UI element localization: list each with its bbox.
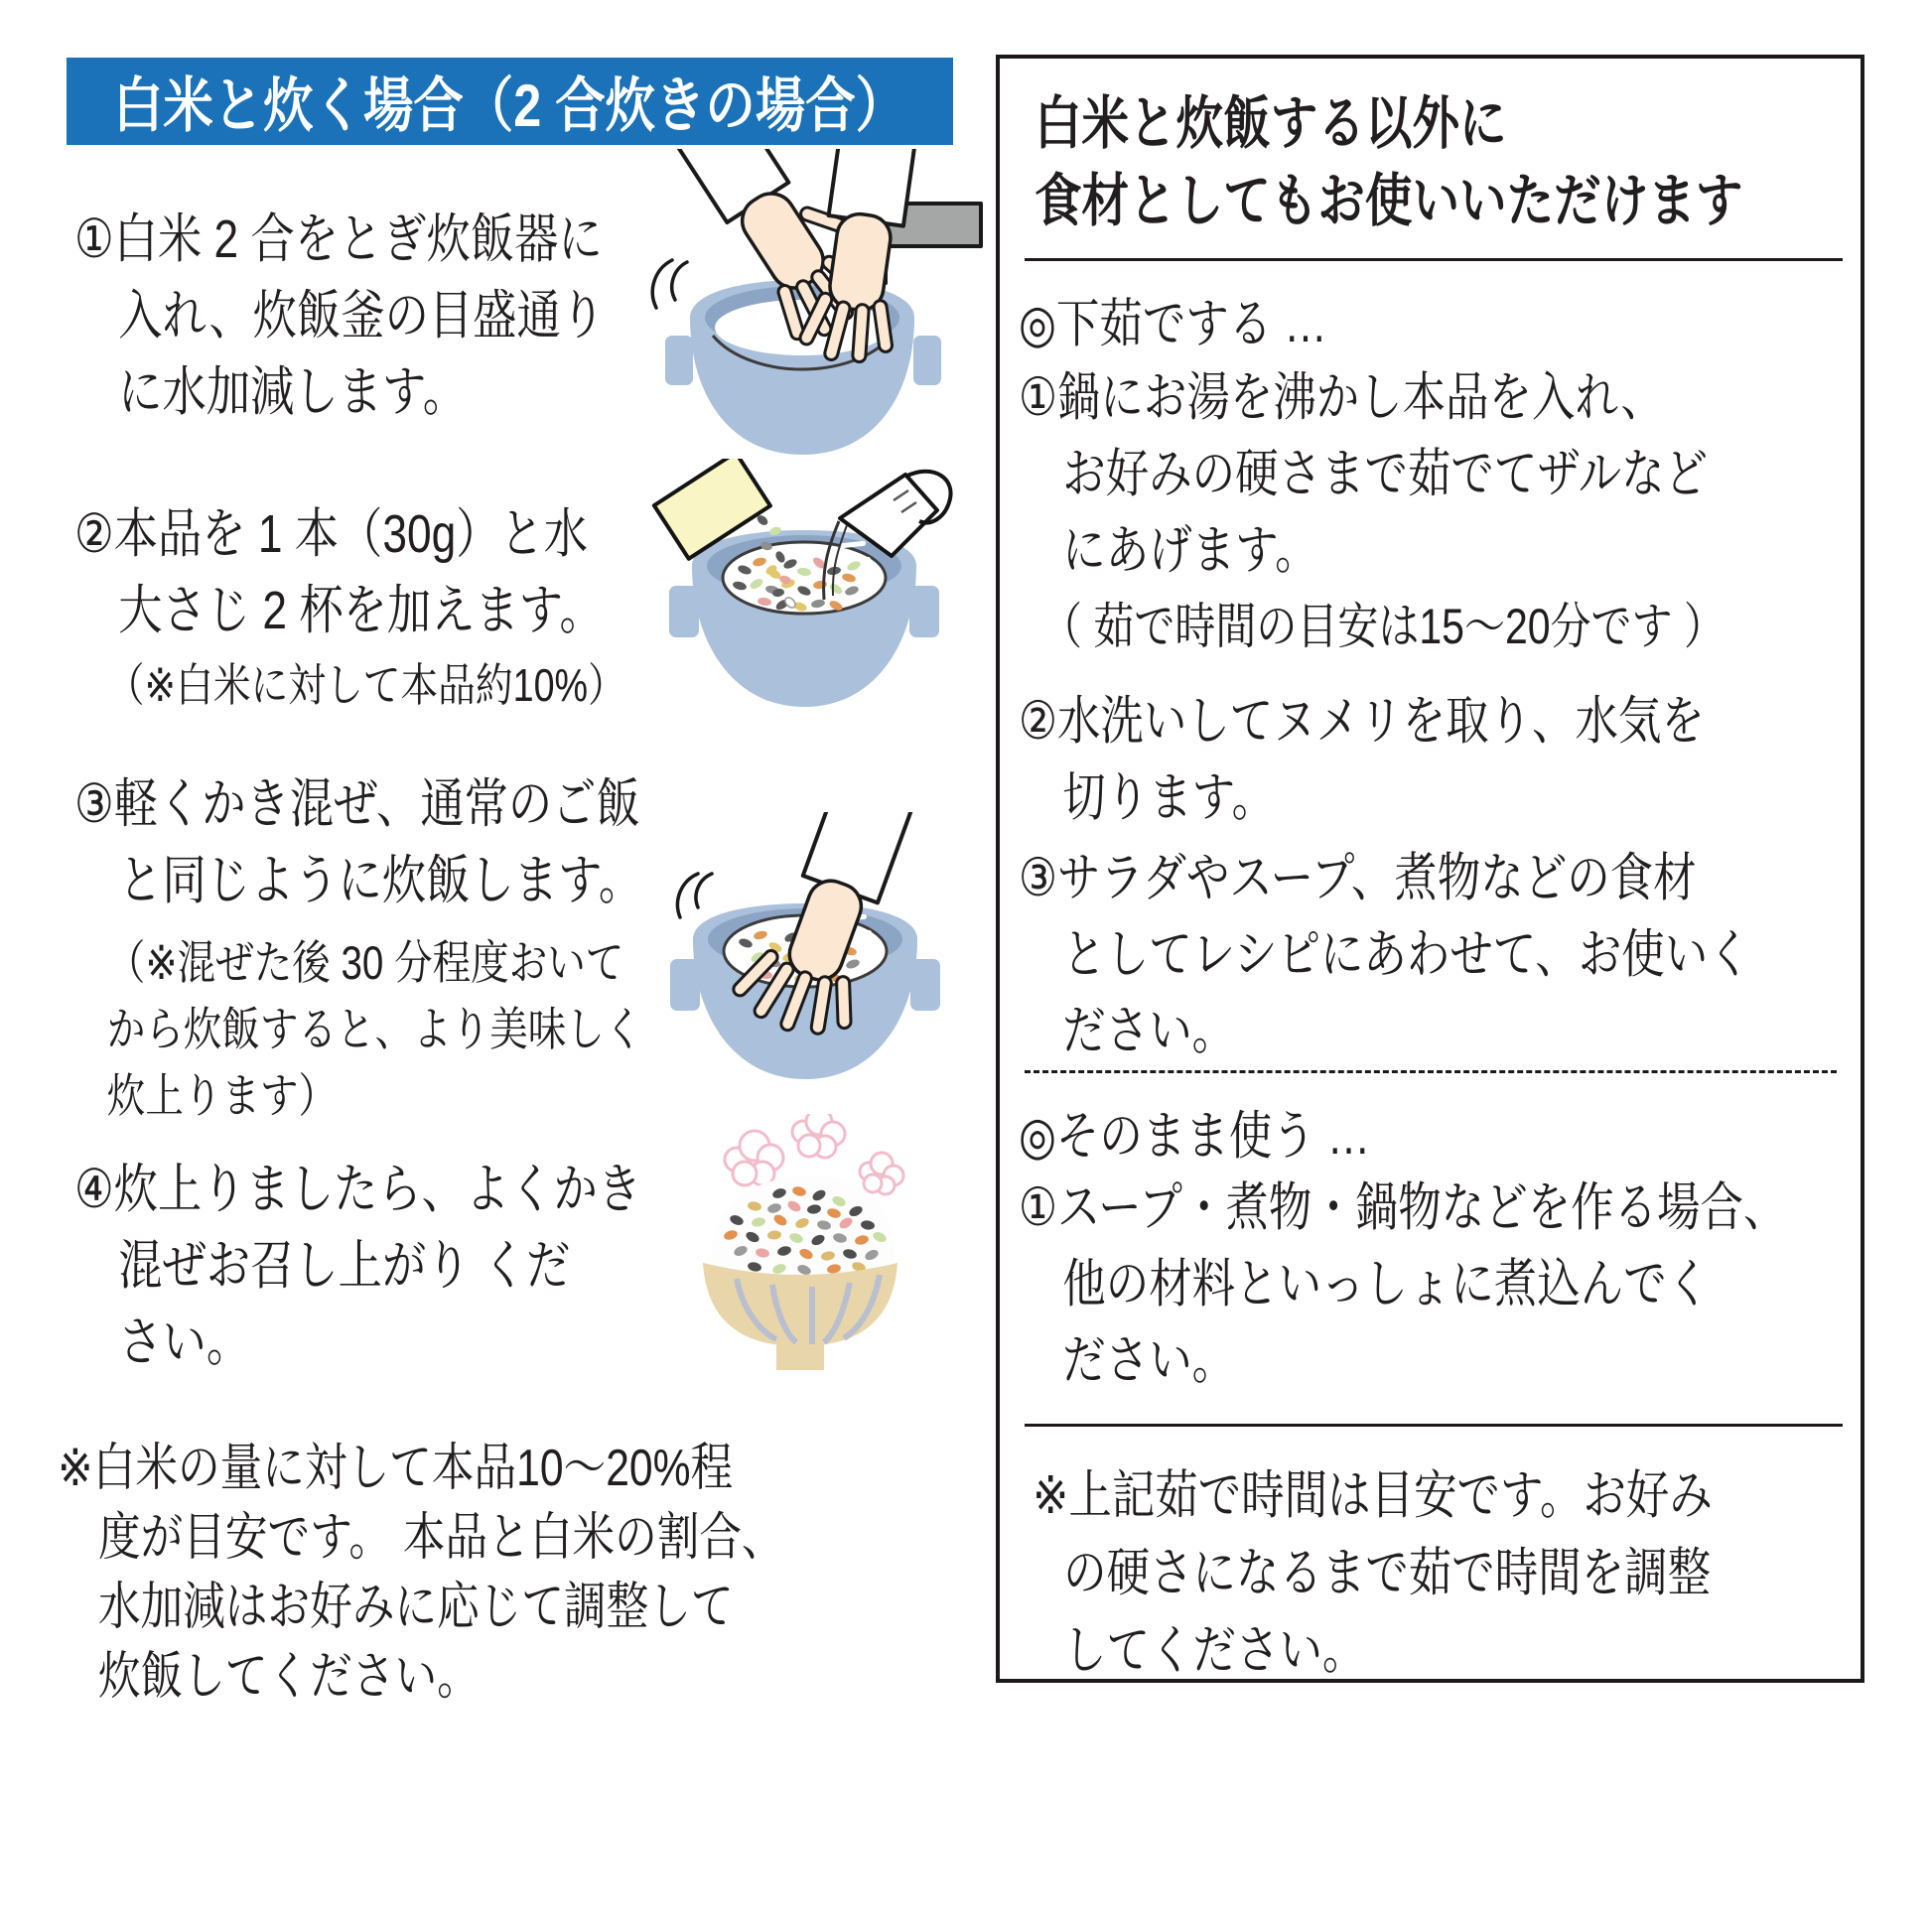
step-text: 切ります。 [1062, 768, 1276, 827]
left-section-header [67, 58, 953, 145]
rice-washing-illustration [635, 149, 983, 496]
step-note: （ 茹で時間の目安は15〜20分です ） [1040, 599, 1725, 654]
left-footnote [58, 1434, 784, 1712]
footnote-text: の硬さになるまで茹で時間を調整 [1063, 1544, 1712, 1602]
boil-section-heading: ◎下茹でする … [1019, 295, 1327, 353]
title-line: 食材としてもお使いいただけます [1035, 169, 1743, 233]
right-section-title [1035, 85, 1742, 240]
step-text: ださい。 [1062, 1331, 1236, 1390]
step-text: ださい。 [1062, 1002, 1236, 1060]
use-as-is-heading: ◎そのまま使う … [1019, 1107, 1371, 1166]
boil-step-1 [1019, 359, 1725, 665]
step-text: 入れ、炊飯釜の目盛通り [118, 286, 606, 345]
title-line: 白米と炊飯する以外に [1035, 91, 1507, 156]
left-step-3 [74, 766, 642, 1129]
step-text: お好みの硬さまで茹でてザルなど [1062, 445, 1709, 503]
boil-step-3 [1019, 840, 1751, 1069]
footnote-text: してください。 [1063, 1621, 1366, 1680]
step-text: ②本品を 1 本（30g）と水 [74, 504, 589, 564]
step-text: 混ぜお召し上がり くだ [118, 1236, 571, 1296]
step-text: ①白米 2 合をとぎ炊飯器に [74, 209, 603, 269]
left-section-title: 白米と炊く場合（2 合炊きの場合） [113, 72, 906, 139]
step-text: ①スープ・煮物・鍋物などを作る場合、 [1019, 1178, 1787, 1237]
divider-line [1025, 1424, 1843, 1427]
step-note: から炊飯すると、より美味しく [106, 1003, 643, 1055]
use-as-is-step-1 [1019, 1170, 1786, 1399]
left-step-4 [74, 1152, 641, 1381]
dashed-divider-line [1025, 1070, 1837, 1073]
step-text: にあげます。 [1062, 521, 1318, 580]
step-text: ③サラダやスープ、煮物などの食材 [1019, 849, 1697, 907]
left-step-2 [74, 496, 625, 715]
footnote-text: 炊飯してください。 [98, 1648, 480, 1706]
add-product-water-illustration [645, 459, 988, 796]
bowl-foot-icon [776, 1344, 824, 1370]
right-footnote [1033, 1457, 1713, 1690]
step-text: 他の材料といっしょに煮込んでく [1062, 1255, 1711, 1313]
step-text: としてレシピにあわせて、お使いく [1062, 925, 1751, 984]
footnote-text: ※上記茹で時間は目安です。お好み [1033, 1466, 1713, 1525]
step-text: と同じように炊飯します。 [118, 851, 643, 910]
step-text: ②水洗いしてヌメリを取り、水気を [1019, 692, 1705, 751]
step-text: ④炊上りましたら、よくかき [74, 1160, 642, 1219]
divider-line [1025, 258, 1843, 261]
footnote-text: ※白米の量に対して本品10〜20%程 [58, 1440, 734, 1497]
step-text: さい。 [118, 1312, 251, 1372]
step-note: （※混ぜた後 30 分程度おいて [106, 936, 624, 989]
mixing-illustration [640, 812, 983, 1145]
boil-step-2 [1019, 683, 1705, 836]
cooked-rice-bowl-illustration [685, 1114, 1003, 1447]
left-step-1 [74, 202, 605, 431]
footnote-text: 度が目安です。 本品と白米の割合、 [98, 1509, 784, 1567]
motion-lines-icon [672, 262, 687, 300]
step-text: に水加減します。 [118, 362, 467, 422]
step-text: ①鍋にお湯を沸かし本品を入れ、 [1019, 368, 1665, 427]
step-text: 大さじ 2 杯を加えます。 [118, 581, 604, 640]
step-note: 炊上ります） [106, 1069, 338, 1122]
footnote-text: 水加減はお好みに応じて調整して [98, 1579, 734, 1636]
step-note: （※白米に対して本品約10%） [106, 659, 625, 711]
step-text: ③軽くかき混ぜ、通常のご飯 [74, 774, 640, 834]
motion-lines-icon [696, 874, 712, 907]
